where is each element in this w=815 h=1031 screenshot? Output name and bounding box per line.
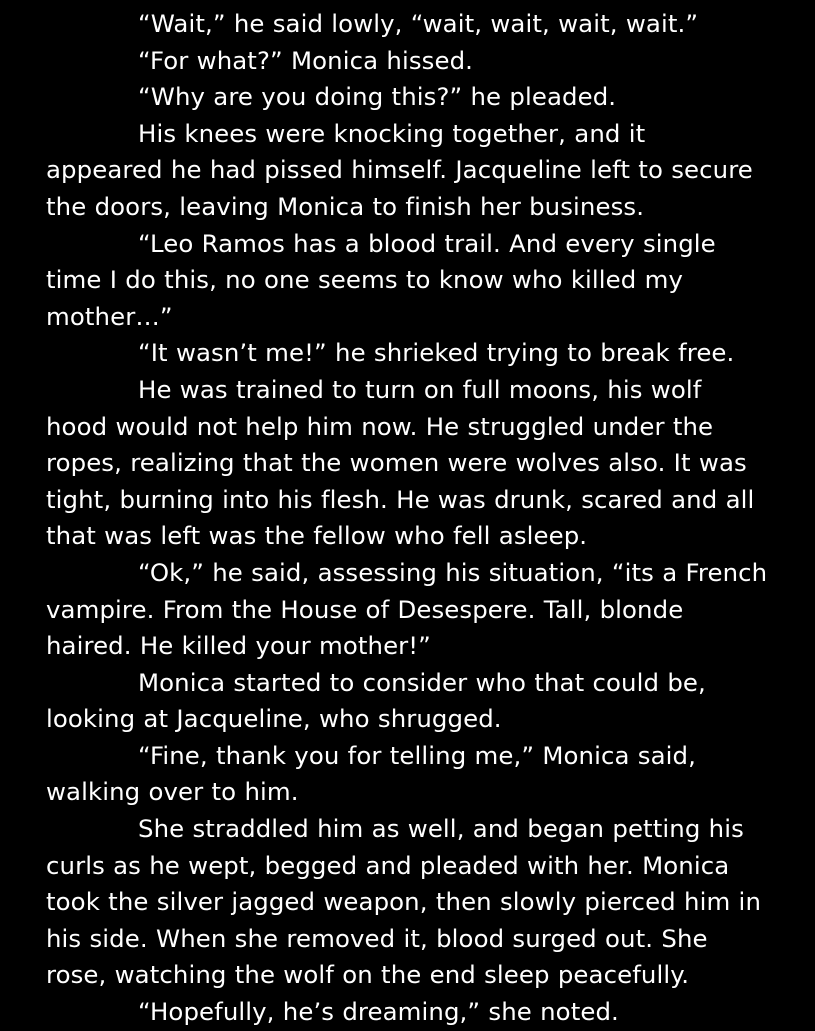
paragraph: “It wasn’t me!” he shrieked trying to break free. [138,338,735,368]
paragraph: “For what?” Monica hissed. [138,45,474,75]
paragraph: Monica started to consider who that could be, looking at Jacqueline, who shrugged. [46,667,706,734]
paragraph: His knees were knocking together, and it appeared he had pissed himself. Jacqueline left to secure the doors, leaving Monica to finish her business. [46,118,753,221]
paragraph: He was trained to turn on full moons, his wolf hood would not help him now. He struggled under the ropes, realizing that the women were wolves also. It was tight, burning into his flesh. He was drunk, scared and all that was left was the fellow who fell asleep. [46,374,755,551]
paragraph: “Hopefully, he’s dreaming,” she noted. [138,997,619,1027]
paragraph: “Wait,” he said lowly, “wait, wait, wait, wait.” [138,9,699,38]
paragraph: “Why are you doing this?” he pleaded. [138,82,617,112]
paragraph: “Ok,” he said, assessing his situation, “its a French vampire. From the House of Desespere. Tall, blonde haired. He killed your mother!” [46,557,768,661]
paragraph: “Leo Ramos has a blood trail. And every single time I do this, no one seems to know who killed my mother…” [46,228,716,331]
story-text-body [46,0,769,1031]
paragraph: She straddled him as well, and began petting his curls as he wept, begged and pleaded with her. Monica took the silver jagged weapon, then slowly pierced him in his side. When she removed it, blood surged out. She rose, watching the wolf on the end sleep peacefully. [46,814,761,990]
paragraph: “Fine, thank you for telling me,” Monica said, walking over to him. [46,740,696,807]
